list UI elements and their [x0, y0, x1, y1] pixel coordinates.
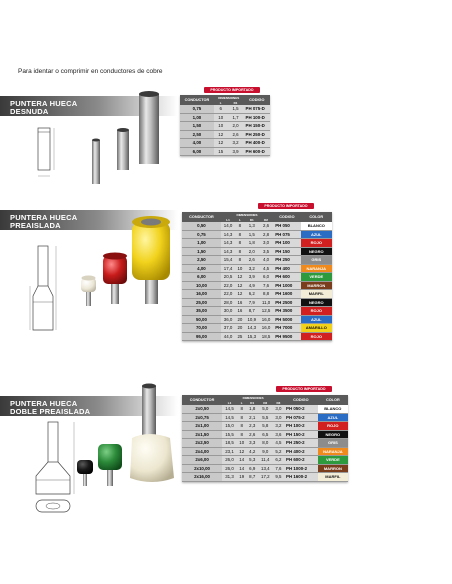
- cell-codigo: PH 150: [273, 247, 300, 256]
- preaislada-diagram: [28, 240, 62, 340]
- cell-dimension: 13,4: [258, 464, 273, 473]
- cell-dimension: 2,6: [247, 430, 258, 439]
- cell-color: NARANJA: [318, 447, 348, 456]
- cell-dimension: 8: [237, 430, 247, 439]
- cell-conductor: 35,00: [182, 307, 221, 316]
- cell-dimension: 12: [235, 290, 244, 299]
- cell-conductor: 2,50: [180, 130, 214, 139]
- imported-product-tag: PRODUCTO IMPORTADO: [204, 87, 260, 93]
- cell-dimension: 2,0: [245, 247, 259, 256]
- cell-dimension: 3,2: [245, 264, 259, 273]
- cell-codigo: PH 400-2: [284, 447, 318, 456]
- cell-dimension: 3,0: [273, 413, 284, 422]
- cell-dimension: 2,6: [259, 222, 273, 230]
- cell-dimension: 19: [237, 473, 247, 482]
- cell-codigo: PH 100-2: [284, 422, 318, 431]
- cell-color: AZUL: [301, 230, 332, 239]
- table-row: [182, 430, 348, 439]
- cell-dimension: 10: [237, 439, 247, 448]
- cell-dimension: 12: [237, 447, 247, 456]
- desnuda-diagram: [32, 122, 60, 182]
- cell-color: NARANJA: [301, 264, 332, 273]
- table-row: [182, 315, 332, 324]
- section-title-line1: PUNTERA HUECA: [10, 213, 78, 222]
- cell-dimension: 5,3: [247, 456, 258, 465]
- cell-dimension: 6: [214, 105, 228, 113]
- cell-dimension: 16: [235, 298, 244, 307]
- cell-color: AMARILLO: [301, 324, 332, 333]
- col-header-codigo: CODIGO: [284, 395, 318, 405]
- table-row: [180, 147, 270, 156]
- cell-dimension: 16,0: [259, 315, 273, 324]
- cell-dimension: 3,0: [259, 239, 273, 248]
- cell-dimension: 7,6: [273, 464, 284, 473]
- cell-codigo: PH 600-D: [244, 147, 270, 156]
- cell-dimension: 7,9: [245, 298, 259, 307]
- cell-dimension: 37,0: [221, 324, 235, 333]
- col-header-dimensiones: DIMENSIONES: [214, 95, 244, 100]
- cell-dimension: 9,0: [258, 447, 273, 456]
- col-header-codigo: CODIGO: [273, 212, 300, 222]
- cell-dimension: 10,9: [245, 315, 259, 324]
- sub-header: L1: [222, 400, 237, 405]
- cell-conductor: 1,00: [180, 113, 214, 122]
- cell-color: BLANCO: [318, 405, 348, 413]
- cell-dimension: 4,2: [247, 447, 258, 456]
- desnuda-ferrules-photo: [84, 88, 176, 188]
- col-header-dimensiones: DIMENSIONES: [221, 212, 273, 217]
- cell-conductor: 2x10,00: [182, 464, 222, 473]
- sub-header: D2: [258, 400, 273, 405]
- cell-conductor: 95,00: [182, 332, 221, 341]
- cell-color: MARFIL: [318, 473, 348, 482]
- cell-codigo: PH 1600: [273, 290, 300, 299]
- section-title-line2: DOBLE PREAISLADA: [10, 407, 91, 416]
- cell-dimension: 36,0: [221, 315, 235, 324]
- table-row: [182, 264, 332, 273]
- cell-dimension: 8,0: [258, 439, 273, 448]
- cell-conductor: 2x1,50: [182, 430, 222, 439]
- cell-codigo: PH 250: [273, 256, 300, 265]
- imported-product-tag: PRODUCTO IMPORTADO: [276, 386, 332, 392]
- table-row: [182, 230, 332, 239]
- cell-codigo: PH 400: [273, 264, 300, 273]
- sub-header: D2: [259, 217, 273, 222]
- preaislada-ferrules-photo: [72, 204, 178, 310]
- cell-dimension: 1,8: [247, 405, 258, 413]
- sub-header: D1: [228, 100, 244, 105]
- sub-header: L1: [221, 217, 235, 222]
- cell-codigo: PH 250-2: [284, 439, 318, 448]
- cell-conductor: 50,00: [182, 315, 221, 324]
- cell-color: ROJO: [301, 307, 332, 316]
- cell-dimension: 18,5: [259, 332, 273, 341]
- table-row: [180, 130, 270, 139]
- cell-dimension: 8,7: [247, 473, 258, 482]
- cell-codigo: PH 1600-2: [284, 473, 318, 482]
- cell-dimension: 1,5: [245, 230, 259, 239]
- table-row: [180, 105, 270, 113]
- table-row: [182, 456, 348, 465]
- col-header-color: COLOR: [301, 212, 332, 222]
- cell-dimension: 16: [235, 307, 244, 316]
- table-row: [182, 273, 332, 282]
- table-row: [182, 298, 332, 307]
- cell-conductor: 2x6,00: [182, 456, 222, 465]
- cell-dimension: 12: [235, 281, 244, 290]
- cell-codigo: PH 600-2: [284, 456, 318, 465]
- cell-dimension: 16,0: [259, 324, 273, 333]
- col-header-color: COLOR: [318, 395, 348, 405]
- cell-conductor: 1,00: [182, 239, 221, 248]
- cell-dimension: 28,0: [221, 298, 235, 307]
- cell-conductor: 2x0,50: [182, 405, 222, 413]
- cell-color: GRIS: [318, 439, 348, 448]
- table-row: [180, 122, 270, 131]
- table-row: [182, 324, 332, 333]
- cell-conductor: 2x0,75: [182, 413, 222, 422]
- cell-conductor: 0,75: [182, 230, 221, 239]
- spec-table-desnuda: [180, 95, 270, 156]
- sub-header: L: [237, 400, 247, 405]
- cell-color: ROJO: [301, 239, 332, 248]
- cell-dimension: 22,0: [221, 281, 235, 290]
- cell-dimension: 12: [214, 139, 228, 148]
- cell-dimension: 2,6: [228, 130, 244, 139]
- cell-codigo: PH 100-D: [244, 113, 270, 122]
- cell-dimension: 17,2: [258, 473, 273, 482]
- cell-dimension: 12,5: [259, 307, 273, 316]
- imported-product-tag: PRODUCTO IMPORTADO: [258, 203, 314, 209]
- cell-conductor: 1,50: [180, 122, 214, 131]
- cell-color: NEGRO: [318, 430, 348, 439]
- cell-dimension: 26,0: [222, 464, 237, 473]
- cell-conductor: 16,00: [182, 290, 221, 299]
- cell-dimension: 2,6: [245, 256, 259, 265]
- cell-conductor: 2x4,00: [182, 447, 222, 456]
- spec-table-preaislada: [182, 212, 332, 341]
- cell-dimension: 3,0: [273, 405, 284, 413]
- cell-dimension: 5,0: [258, 405, 273, 413]
- cell-conductor: 1,50: [182, 247, 221, 256]
- cell-dimension: 14,5: [222, 405, 237, 413]
- cell-conductor: 2x2,50: [182, 439, 222, 448]
- table-row: [182, 239, 332, 248]
- cell-dimension: 3,3: [247, 439, 258, 448]
- cell-dimension: 10: [214, 122, 228, 131]
- cell-codigo: PH 050-2: [284, 405, 318, 413]
- table-row: [182, 307, 332, 316]
- col-header-conductor: CONDUCTOR: [182, 212, 221, 222]
- cell-dimension: 2,1: [247, 413, 258, 422]
- cell-dimension: 1,8: [245, 239, 259, 248]
- cell-dimension: 2,8: [259, 230, 273, 239]
- cell-conductor: 2,50: [182, 256, 221, 265]
- cell-color: NEGRO: [301, 298, 332, 307]
- intro-text: Para identar o comprimir en conductores de cobre: [18, 68, 163, 75]
- cell-dimension: 14,3: [221, 247, 235, 256]
- cell-color: MARRON: [301, 281, 332, 290]
- cell-conductor: 70,00: [182, 324, 221, 333]
- cell-dimension: 14,3: [245, 324, 259, 333]
- cell-dimension: 15,3: [245, 332, 259, 341]
- col-header-codigo: CODIGO: [244, 95, 270, 105]
- col-header-conductor: CONDUCTOR: [180, 95, 214, 105]
- cell-dimension: 1,5: [228, 105, 244, 113]
- cell-color: BLANCO: [301, 222, 332, 230]
- cell-dimension: 3,6: [273, 430, 284, 439]
- cell-dimension: 8,7: [245, 307, 259, 316]
- cell-codigo: PH 400-D: [244, 139, 270, 148]
- cell-dimension: 8: [235, 247, 244, 256]
- cell-conductor: 4,00: [182, 264, 221, 273]
- cell-dimension: 11,4: [258, 456, 273, 465]
- cell-dimension: 1,3: [245, 222, 259, 230]
- cell-color: ROJO: [318, 422, 348, 431]
- cell-dimension: 10: [214, 113, 228, 122]
- cell-codigo: PH 250-D: [244, 130, 270, 139]
- table-row: [182, 332, 332, 341]
- cell-dimension: 6,2: [273, 456, 284, 465]
- cell-color: AZUL: [318, 413, 348, 422]
- cell-dimension: 4,5: [259, 264, 273, 273]
- cell-dimension: 4,9: [245, 281, 259, 290]
- sub-header: L: [235, 217, 244, 222]
- table-row: [182, 464, 348, 473]
- cell-dimension: 8: [237, 413, 247, 422]
- cell-color: VERDE: [301, 273, 332, 282]
- col-header-dimensiones: DIMENSIONES: [222, 395, 284, 400]
- cell-conductor: 10,00: [182, 281, 221, 290]
- table-row: [182, 405, 348, 413]
- cell-color: MARFIL: [301, 290, 332, 299]
- cell-conductor: 25,00: [182, 298, 221, 307]
- table-row: [182, 247, 332, 256]
- cell-codigo: PH 1000: [273, 281, 300, 290]
- cell-conductor: 0,50: [182, 222, 221, 230]
- cell-dimension: 20: [235, 315, 244, 324]
- cell-codigo: PH 150-D: [244, 122, 270, 131]
- cell-codigo: PH 5000: [273, 315, 300, 324]
- cell-dimension: 8: [235, 239, 244, 248]
- cell-color: MARRON: [318, 464, 348, 473]
- section-title-line1: PUNTERA HUECA: [10, 399, 78, 408]
- cell-dimension: 3,2: [273, 422, 284, 431]
- cell-dimension: 8: [235, 256, 244, 265]
- section-title-line1: PUNTERA HUECA: [10, 99, 78, 108]
- cell-dimension: 6,0: [259, 273, 273, 282]
- cell-dimension: 20,5: [221, 273, 235, 282]
- cell-dimension: 22,0: [221, 290, 235, 299]
- cell-codigo: PH 1000-2: [284, 464, 318, 473]
- cell-dimension: 15,5: [222, 430, 237, 439]
- doble-ferrules-photo: [70, 382, 180, 492]
- cell-dimension: 8: [237, 405, 247, 413]
- cell-dimension: 23,1: [222, 447, 237, 456]
- cell-dimension: 15,0: [222, 422, 237, 431]
- cell-dimension: 14,0: [221, 222, 235, 230]
- cell-conductor: 2x16,00: [182, 473, 222, 482]
- cell-dimension: 17,4: [221, 264, 235, 273]
- cell-dimension: 3,2: [228, 139, 244, 148]
- cell-codigo: PH 3500: [273, 307, 300, 316]
- cell-dimension: 1,7: [228, 113, 244, 122]
- table-row: [182, 256, 332, 265]
- cell-conductor: 4,00: [180, 139, 214, 148]
- cell-dimension: 31,3: [222, 473, 237, 482]
- cell-dimension: 12: [214, 130, 228, 139]
- table-row: [182, 281, 332, 290]
- cell-dimension: 15: [214, 147, 228, 156]
- cell-dimension: 10: [235, 264, 244, 273]
- table-row: [182, 473, 348, 482]
- cell-dimension: 6,9: [247, 464, 258, 473]
- cell-dimension: 12: [235, 273, 244, 282]
- cell-dimension: 6,2: [245, 290, 259, 299]
- table-row: [182, 222, 332, 230]
- section-title-line2: DESNUDA: [10, 107, 49, 116]
- cell-dimension: 7,6: [259, 281, 273, 290]
- cell-codigo: PH 150-2: [284, 430, 318, 439]
- cell-color: VERDE: [318, 456, 348, 465]
- cell-dimension: 14,5: [222, 413, 237, 422]
- cell-codigo: PH 2500: [273, 298, 300, 307]
- cell-dimension: 14: [237, 456, 247, 465]
- table-row: [180, 139, 270, 148]
- cell-color: AZUL: [301, 315, 332, 324]
- table-row: [182, 290, 332, 299]
- cell-conductor: 2x1,00: [182, 422, 222, 431]
- cell-dimension: 5,5: [258, 413, 273, 422]
- col-header-conductor: CONDUCTOR: [182, 395, 222, 405]
- cell-dimension: 18,5: [222, 439, 237, 448]
- cell-dimension: 8: [235, 222, 244, 230]
- sub-header: D1: [245, 217, 259, 222]
- cell-dimension: 2,0: [228, 122, 244, 131]
- cell-codigo: PH 100: [273, 239, 300, 248]
- cell-dimension: 3,5: [259, 247, 273, 256]
- cell-dimension: 14,3: [221, 239, 235, 248]
- cell-dimension: 5,8: [258, 422, 273, 431]
- table-row: [180, 113, 270, 122]
- cell-conductor: 0,75: [180, 105, 214, 113]
- table-row: [182, 422, 348, 431]
- table-row: [182, 439, 348, 448]
- cell-color: ROJO: [301, 332, 332, 341]
- cell-dimension: 9,5: [273, 473, 284, 482]
- cell-dimension: 6,5: [258, 430, 273, 439]
- cell-codigo: PH 050: [273, 222, 300, 230]
- cell-dimension: 8,8: [259, 290, 273, 299]
- cell-dimension: 25: [235, 332, 244, 341]
- cell-codigo: PH 7000: [273, 324, 300, 333]
- spec-table-doble: [182, 395, 348, 482]
- table-row: [182, 447, 348, 456]
- cell-codigo: PH 600: [273, 273, 300, 282]
- section-title-line2: PREAISLADA: [10, 221, 61, 230]
- cell-dimension: 3,9: [228, 147, 244, 156]
- cell-dimension: 4,0: [259, 256, 273, 265]
- sub-header: D3: [273, 400, 284, 405]
- cell-codigo: PH 075-2: [284, 413, 318, 422]
- cell-codigo: PH 9500: [273, 332, 300, 341]
- cell-dimension: 2,3: [247, 422, 258, 431]
- cell-conductor: 6,00: [182, 273, 221, 282]
- cell-dimension: 15,4: [221, 256, 235, 265]
- cell-dimension: 5,2: [273, 447, 284, 456]
- cell-dimension: 14,3: [221, 230, 235, 239]
- cell-dimension: 11,0: [259, 298, 273, 307]
- cell-codigo: PH 075: [273, 230, 300, 239]
- table-row: [182, 413, 348, 422]
- cell-dimension: 4,5: [273, 439, 284, 448]
- cell-codigo: PH 075-D: [244, 105, 270, 113]
- sub-header: L: [214, 100, 228, 105]
- cell-dimension: 3,9: [245, 273, 259, 282]
- cell-conductor: 6,00: [180, 147, 214, 156]
- cell-dimension: 44,0: [221, 332, 235, 341]
- cell-dimension: 30,0: [221, 307, 235, 316]
- cell-dimension: 20: [235, 324, 244, 333]
- cell-color: NEGRO: [301, 247, 332, 256]
- sub-header: D1: [247, 400, 258, 405]
- cell-dimension: 8: [235, 230, 244, 239]
- cell-dimension: 26,0: [222, 456, 237, 465]
- cell-dimension: 14: [237, 464, 247, 473]
- cell-color: GRIS: [301, 256, 332, 265]
- cell-dimension: 8: [237, 422, 247, 431]
